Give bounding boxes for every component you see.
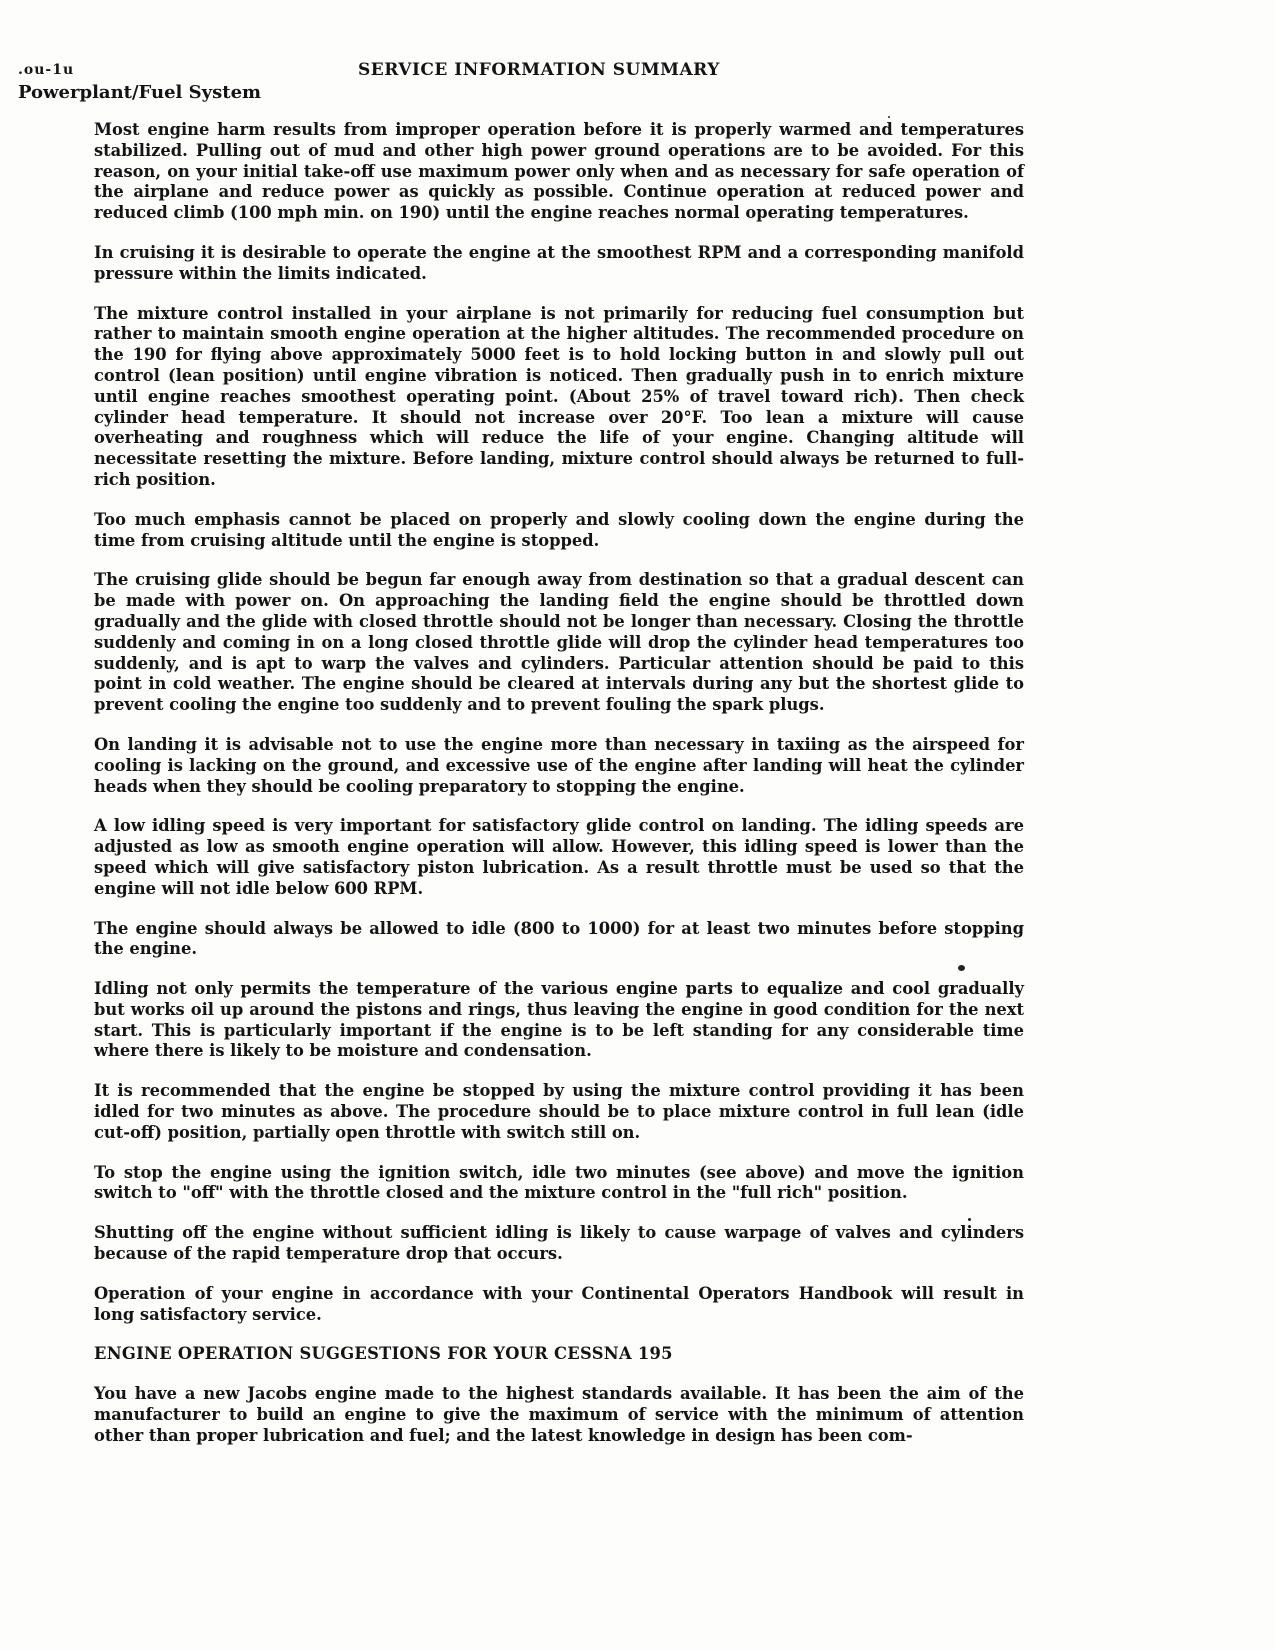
paragraph-ignition-stop: To stop the engine using the ignition switch, idle two minutes (see above) and move the ignition switch to "off" with the throttle closed and the mixture control in the "full rich" position. xyxy=(94,1162,1024,1203)
paragraph-cruising: In cruising it is desirable to operate the engine at the smoothest RPM and a corresponding manifold pressure within the limits indicated. xyxy=(94,242,1024,283)
scan-speck xyxy=(888,116,890,118)
paragraph-shutoff-warning: Shutting off the engine without sufficient idling is likely to cause warpage of valves and cylinders because of the rapid temperature drop that occurs. xyxy=(94,1223,1024,1264)
paragraph-cooling-emphasis: Too much emphasis cannot be placed on properly and slowly cooling down the engine during the time from cruising altitude until the engine is stopped. xyxy=(94,509,1024,550)
page-title: SERVICE INFORMATION SUMMARY xyxy=(358,60,720,80)
paragraph-idling-benefits: Idling not only permits the temperature of the various engine parts to equalize and cool gradually but works oil up around the pistons and rings, thus leaving the engine in good condition for the next start. This is particularly important if the engine is to be left standing for any considerable time where there is likely to be moisture and condensation. xyxy=(94,979,1024,1061)
paragraph-mixture-control: The mixture control installed in your airplane is not primarily for reducing fuel consumption but rather to maintain smooth engine operation at the higher altitudes. The recommended procedure on the 190 for flying above approximately 5000 feet is to hold locking button in and slowly pull out control (lean position) until engine vibration is noticed. Then gradually push in to enrich mixture until engine reaches smoothest operating point. (About 25% of travel toward rich). Then check cylinder head temperature. It should not increase over 20°F. Too lean a mixture will cause overheating and roughness which will reduce the life of your engine. Changing altitude will necessitate resetting the mixture. Before landing, mixture control should always be returned to full-rich position. xyxy=(94,303,1024,489)
paragraph-idle-before-stop: The engine should always be allowed to idle (800 to 1000) for at least two minutes before stopping the engine. xyxy=(94,918,1024,959)
section-label: Powerplant/Fuel System xyxy=(18,82,262,103)
paragraph-mixture-stop: It is recommended that the engine be stopped by using the mixture control providing it has been idled for two minutes as above. The procedure should be to place mixture control in full lean (idle cut-off) position, partially open throttle with switch still on. xyxy=(94,1081,1024,1142)
document-number: .ou-1u xyxy=(18,62,75,78)
paragraph-idling-speed: A low idling speed is very important for satisfactory glide control on landing. The idling speeds are adjusted as low as smooth engine operation will allow. However, this idling speed is lower than the speed which will give satisfactory piston lubrication. As a result throttle must be used so that the engine will not idle below 600 RPM. xyxy=(94,816,1024,898)
paragraph-landing: On landing it is advisable not to use the engine more than necessary in taxiing as the airspeed for cooling is lacking on the ground, and excessive use of the engine after landing will heat the cylinder heads when they should be cooling preparatory to stopping the engine. xyxy=(94,734,1024,796)
paragraph-warmup: Most engine harm results from improper operation before it is properly warmed and temperatures stabilized. Pulling out of mud and other high power ground operations are to be avoided. For this reason, on your initial take-off use maximum power only when and as necessary for safe operation of the airplane and reduce power as quickly as possible. Continue operation at reduced power and reduced climb (100 mph min. on 190) until the engine reaches normal operating temperatures. xyxy=(94,120,1024,223)
paragraph-handbook: Operation of your engine in accordance with your Continental Operators Handbook will result in long satisfactory service. xyxy=(94,1283,1024,1324)
section-heading: ENGINE OPERATION SUGGESTIONS FOR YOUR CESSNA 195 xyxy=(94,1344,673,1364)
document-body xyxy=(94,120,1024,1466)
scan-speck xyxy=(968,1218,971,1221)
scan-speck xyxy=(958,965,965,971)
paragraph-cruising-glide: The cruising glide should be begun far enough away from destination so that a gradual descent can be made with power on. On approaching the landing field the engine should be throttled down gradually and the glide with closed throttle should not be longer than necessary. Closing the throttle suddenly and coming in on a long closed throttle glide will drop the cylinder head temperatures too suddenly, and is apt to warp the valves and cylinders. Particular attention should be paid to this point in cold weather. The engine should be cleared at intervals during any but the shortest glide to prevent cooling the engine too suddenly and to prevent fouling the spark plugs. xyxy=(94,570,1024,715)
paragraph-jacobs-engine: You have a new Jacobs engine made to the highest standards available. It has been the aim of the manufacturer to build an engine to give the maximum of service with the minimum of attention other than proper lubrication and fuel; and the latest knowledge in design has been com- xyxy=(94,1384,1024,1445)
